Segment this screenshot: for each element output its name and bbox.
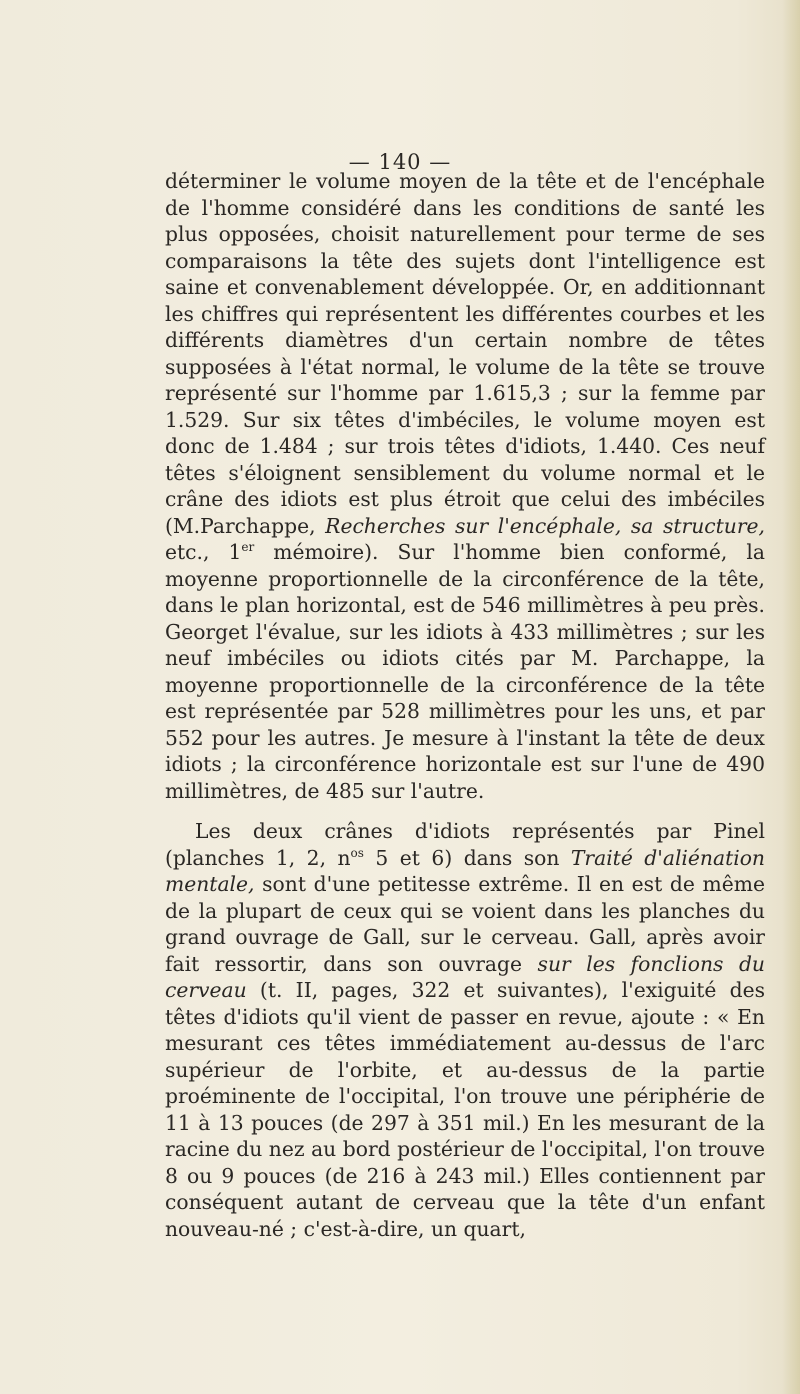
p1-text-c: mémoire). Sur l'homme bien conformé, la moyenne proportionnelle de la circonférence de la tête, dans le plan horizontal, est de 546 millimètres à peu près. Georget l'évalue, sur les idiots à 433 millimètres ; sur les neuf imbéciles ou idiots cités par M. Parchappe, la moyenne proportionnelle de la circonférence de la tête est représentée par 528 millimètres pour les uns, et par 552 pour les autres. Je mesure à l'instant la tête de deux idiots ; la circonférence horizontale est sur l'une de 490 millimètres, de 485 sur l'autre.	[165, 540, 765, 803]
p1-superscript: er	[241, 540, 255, 555]
body-text	[165, 168, 765, 1242]
p2-superscript: os	[350, 845, 364, 860]
p1-text-b: etc., 1	[165, 540, 242, 564]
paragraph-1	[165, 168, 765, 804]
page-edge	[782, 0, 800, 1394]
p1-italic-title: Recherches sur l'encéphale, sa structure,	[325, 513, 765, 538]
page-number: — 140 —	[348, 150, 452, 174]
p2-text-d: (t. II, pages, 322 et suivantes), l'exiguité des têtes d'idiots qu'il vient de passer en revue, ajoute : « En mesurant ces têtes immédiatement au-dessus de l'arc supérieur de l'orbite, et au-dessus de la partie proéminente de l'occipital, l'on trouve une périphérie de 11 à 13 pouces (de 297 à 351 mil.) En les mesurant de la racine du nez au bord postérieur de l'occipital, l'on trouve 8 ou 9 pouces (de 216 à 243 mil.) Elles contiennent par conséquent autant de cerveau que la tête d'un enfant nouveau-né ; c'est-à-dire, un quart,	[165, 978, 765, 1241]
p1-text-a: déterminer le volume moyen de la tête et de l'encéphale de l'homme considéré dans les conditions de santé les plus opposées, choisit naturellement pour terme de ses comparaisons la tête des sujets dont l'intelligence est saine et convenablement développée. Or, en additionnant les chiffres qui représentent les différentes courbes et les différents diamètres d'un certain nombre de têtes supposées à l'état normal, le volume de la tête se trouve représenté sur l'homme par 1.615,3 ; sur la femme par 1.529. Sur six têtes d'imbéciles, le volume moyen est donc de 1.484 ; sur trois têtes d'idiots, 1.440. Ces neuf têtes s'éloignent sensiblement du volume normal et le crâne des idiots est plus étroit que celui des imbéciles (M.Parchappe,	[165, 169, 765, 538]
p2-italic-title-1: Traité d'aliénation mentale,	[165, 845, 765, 896]
p2-text-c: sont d'une petitesse extrême. Il en est de même de la plupart de ceux qui se voient dans les planches du grand ouvrage de Gall, sur le cerveau. Gall, après avoir fait ressortir, dans son ouvrage	[165, 872, 765, 976]
p2-text-a: Les deux crânes d'idiots représentés par Pinel (planches 1, 2, n	[165, 819, 765, 870]
p2-text-b: 5 et 6) dans son	[363, 845, 571, 870]
p2-italic-title-2: sur les fonclions du cerveau	[165, 951, 765, 1002]
paragraph-2	[165, 818, 765, 1242]
